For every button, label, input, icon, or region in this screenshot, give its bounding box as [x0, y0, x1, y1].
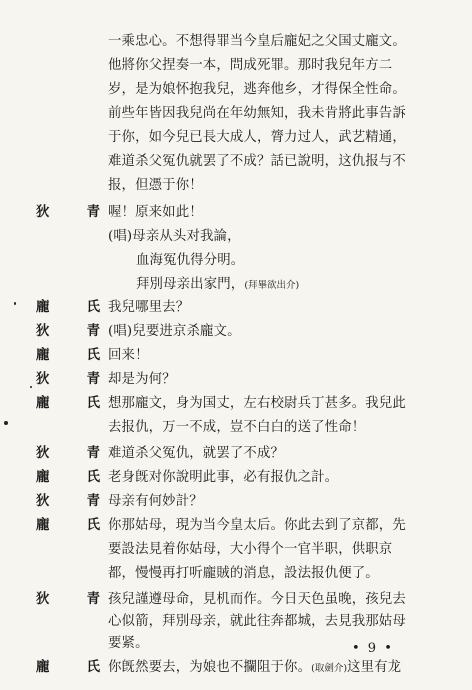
text-line: 一乘忠心。不想得罪当今皇后龐妃之父国丈龐文。	[108, 34, 406, 49]
dialogue-line: 却是为何？	[108, 372, 176, 387]
dialogue-line: 都，慢慢再打听龐賊的消息，設法报仇便了。	[108, 566, 379, 581]
dialogue-line: 回来！	[108, 348, 149, 363]
sung-verse: 血海冤仇得分明。	[136, 253, 245, 268]
dialogue-line: 要設法見着你姑母，大小得个一官半职，供职京	[108, 542, 393, 557]
text-line: 难道杀父冤仇就罢了不成？話已說明，这仇报与不	[108, 154, 406, 169]
speaker-label: 狄 青	[36, 493, 100, 509]
text-line: 前些年皆因我兒尚在年幼無知，我未肯將此事告訴	[108, 106, 406, 121]
text-line: 他將你父捏奏一本，問成死罪。那时我兒年方二	[108, 58, 393, 73]
dialogue-line: 母亲有何妙計？	[108, 494, 203, 509]
scan-speck	[14, 302, 16, 305]
text-line: 于你，如今兒已長大成人，膂力过人，武艺精通，	[108, 130, 406, 145]
dialogue-line: 老身旣对你說明此事，必有报仇之計。	[108, 470, 339, 485]
dialogue-line: 要紧。	[108, 636, 149, 651]
speaker-label: 龐 氏	[36, 469, 100, 485]
speaker-label: 龐 氏	[36, 299, 100, 315]
stage-direction: (取劍介)	[311, 663, 348, 674]
dialogue-line: 孩兒謹遵母命，見机而作。今日天色虽晚，孩兒去	[108, 592, 406, 607]
speaker-label: 龐 氏	[36, 517, 100, 533]
speaker-label: 龐 氏	[36, 395, 100, 411]
dialogue-line: (唱)母亲从头对我論，	[108, 229, 241, 244]
speaker-label: 狄 青	[36, 204, 100, 220]
text-line: 报，但憑于你！	[108, 178, 203, 193]
dialogue-line: 心似箭，拜別母亲，就此往奔都城，去見我那姑母	[108, 614, 406, 629]
speaker-label: 狄 青	[36, 371, 100, 387]
dialogue-line: 你旣然要去，为娘也不攔阻于你。(取劍介)这里有龙	[108, 660, 402, 675]
speaker-label: 龐 氏	[36, 659, 100, 675]
speaker-label: 狄 青	[36, 591, 100, 607]
scan-speck	[4, 421, 8, 425]
dialogue-line: (唱)兒要进京杀龐文。	[108, 324, 241, 339]
stage-direction: (拜畢欲出介)	[244, 280, 300, 291]
text-line: 岁，是为娘怀抱我兒，逃奔他乡，才得保全性命。	[108, 82, 406, 97]
dialogue-line: 难道杀父冤仇，就罢了不成？	[108, 446, 285, 461]
sung-verse: 拜別母亲出家門，(拜畢欲出介)	[136, 277, 300, 292]
dialogue-line: 我兒哪里去？	[108, 300, 190, 315]
speaker-label: 狄 青	[36, 445, 100, 461]
speaker-label: 龐 氏	[36, 347, 100, 363]
dialogue-line: 想那龐文，身为国丈，左右校尉兵丁甚多。我兒此	[108, 396, 406, 411]
dialogue-line: 你那姑母，現为当今皇太后。你此去到了京都，先	[108, 518, 406, 533]
dialogue-line: 喔！原来如此！	[108, 205, 203, 220]
speaker-label: 狄 青	[36, 323, 100, 339]
page-number: • 9 •	[352, 641, 394, 656]
dialogue-line: 去报仇，万一不成，豈不白白的送了性命！	[108, 420, 366, 435]
scan-speck	[30, 386, 32, 388]
